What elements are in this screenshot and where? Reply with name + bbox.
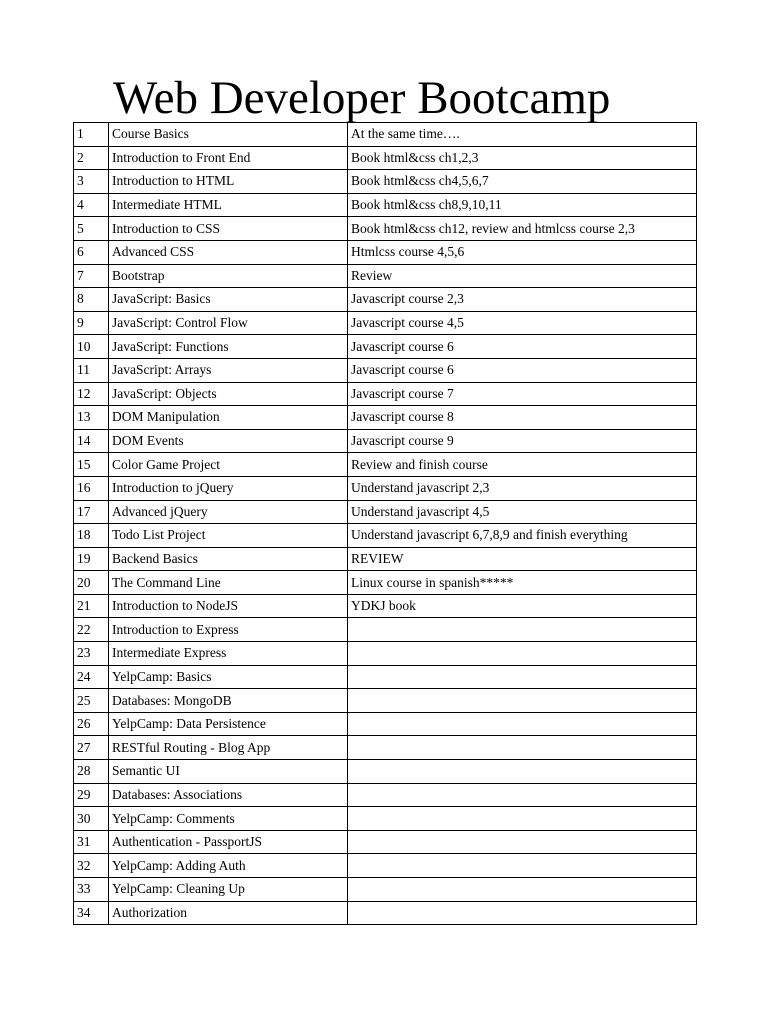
row-number-cell: 15 bbox=[74, 453, 109, 477]
row-number-cell: 21 bbox=[74, 594, 109, 618]
row-number-cell: 11 bbox=[74, 358, 109, 382]
table-row bbox=[74, 571, 697, 595]
topic-cell: Introduction to HTML bbox=[109, 170, 348, 194]
topic-cell: Intermediate Express bbox=[109, 642, 348, 666]
topic-cell: Advanced jQuery bbox=[109, 500, 348, 524]
row-number-cell: 31 bbox=[74, 830, 109, 854]
topic-cell: Backend Basics bbox=[109, 547, 348, 571]
topic-cell: Introduction to Front End bbox=[109, 146, 348, 170]
table-row bbox=[74, 217, 697, 241]
topic-cell: Advanced CSS bbox=[109, 240, 348, 264]
topic-cell: Introduction to CSS bbox=[109, 217, 348, 241]
table-row bbox=[74, 146, 697, 170]
table-row bbox=[74, 618, 697, 642]
note-cell bbox=[348, 618, 697, 642]
row-number-cell: 28 bbox=[74, 760, 109, 784]
note-cell: Javascript course 4,5 bbox=[348, 311, 697, 335]
row-number-cell: 8 bbox=[74, 288, 109, 312]
table-row bbox=[74, 288, 697, 312]
row-number-cell: 29 bbox=[74, 783, 109, 807]
table-row bbox=[74, 311, 697, 335]
topic-cell: Color Game Project bbox=[109, 453, 348, 477]
topic-cell: Semantic UI bbox=[109, 760, 348, 784]
topic-cell: Course Basics bbox=[109, 123, 348, 147]
row-number-cell: 25 bbox=[74, 689, 109, 713]
topic-cell: YelpCamp: Cleaning Up bbox=[109, 878, 348, 902]
note-cell: REVIEW bbox=[348, 547, 697, 571]
note-cell: Javascript course 7 bbox=[348, 382, 697, 406]
table-row bbox=[74, 854, 697, 878]
row-number-cell: 10 bbox=[74, 335, 109, 359]
note-cell bbox=[348, 878, 697, 902]
note-cell: Review bbox=[348, 264, 697, 288]
topic-cell: RESTful Routing - Blog App bbox=[109, 736, 348, 760]
row-number-cell: 26 bbox=[74, 712, 109, 736]
row-number-cell: 7 bbox=[74, 264, 109, 288]
topic-cell: Databases: MongoDB bbox=[109, 689, 348, 713]
note-cell bbox=[348, 712, 697, 736]
note-cell: Review and finish course bbox=[348, 453, 697, 477]
table-row bbox=[74, 783, 697, 807]
topic-cell: The Command Line bbox=[109, 571, 348, 595]
topic-cell: JavaScript: Objects bbox=[109, 382, 348, 406]
note-cell: Book html&css ch4,5,6,7 bbox=[348, 170, 697, 194]
topic-cell: DOM Events bbox=[109, 429, 348, 453]
note-cell bbox=[348, 665, 697, 689]
table-row bbox=[74, 901, 697, 925]
row-number-cell: 13 bbox=[74, 406, 109, 430]
row-number-cell: 6 bbox=[74, 240, 109, 264]
row-number-cell: 17 bbox=[74, 500, 109, 524]
row-number-cell: 4 bbox=[74, 193, 109, 217]
note-cell bbox=[348, 736, 697, 760]
table-row bbox=[74, 453, 697, 477]
row-number-cell: 30 bbox=[74, 807, 109, 831]
topic-cell: Introduction to jQuery bbox=[109, 476, 348, 500]
topic-cell: Intermediate HTML bbox=[109, 193, 348, 217]
note-cell: At the same time…. bbox=[348, 123, 697, 147]
table-row bbox=[74, 594, 697, 618]
note-cell: Book html&css ch12, review and htmlcss course 2,3 bbox=[348, 217, 697, 241]
note-cell: Htmlcss course 4,5,6 bbox=[348, 240, 697, 264]
table-row bbox=[74, 193, 697, 217]
topic-cell: DOM Manipulation bbox=[109, 406, 348, 430]
row-number-cell: 19 bbox=[74, 547, 109, 571]
note-cell: Understand javascript 6,7,8,9 and finish everything bbox=[348, 524, 697, 548]
note-cell: Book html&css ch1,2,3 bbox=[348, 146, 697, 170]
topic-cell: JavaScript: Functions bbox=[109, 335, 348, 359]
table-row bbox=[74, 547, 697, 571]
topic-cell: YelpCamp: Basics bbox=[109, 665, 348, 689]
note-cell bbox=[348, 783, 697, 807]
table-row bbox=[74, 170, 697, 194]
topic-cell: JavaScript: Basics bbox=[109, 288, 348, 312]
topic-cell: Todo List Project bbox=[109, 524, 348, 548]
row-number-cell: 32 bbox=[74, 854, 109, 878]
row-number-cell: 14 bbox=[74, 429, 109, 453]
note-cell bbox=[348, 760, 697, 784]
row-number-cell: 27 bbox=[74, 736, 109, 760]
table-row bbox=[74, 642, 697, 666]
table-row bbox=[74, 760, 697, 784]
course-schedule-table bbox=[73, 122, 697, 925]
row-number-cell: 18 bbox=[74, 524, 109, 548]
table-row bbox=[74, 123, 697, 147]
table-row bbox=[74, 689, 697, 713]
row-number-cell: 24 bbox=[74, 665, 109, 689]
note-cell bbox=[348, 807, 697, 831]
topic-cell: Introduction to NodeJS bbox=[109, 594, 348, 618]
note-cell bbox=[348, 830, 697, 854]
note-cell bbox=[348, 901, 697, 925]
row-number-cell: 23 bbox=[74, 642, 109, 666]
row-number-cell: 12 bbox=[74, 382, 109, 406]
topic-cell: YelpCamp: Data Persistence bbox=[109, 712, 348, 736]
course-schedule-body bbox=[74, 123, 697, 925]
table-row bbox=[74, 240, 697, 264]
table-row bbox=[74, 807, 697, 831]
table-row bbox=[74, 712, 697, 736]
topic-cell: Bootstrap bbox=[109, 264, 348, 288]
row-number-cell: 22 bbox=[74, 618, 109, 642]
topic-cell: Authentication - PassportJS bbox=[109, 830, 348, 854]
table-row bbox=[74, 830, 697, 854]
table-row bbox=[74, 358, 697, 382]
row-number-cell: 2 bbox=[74, 146, 109, 170]
note-cell: Javascript course 6 bbox=[348, 335, 697, 359]
table-row bbox=[74, 665, 697, 689]
row-number-cell: 9 bbox=[74, 311, 109, 335]
page-title: Web Developer Bootcamp bbox=[113, 72, 611, 124]
table-row bbox=[74, 335, 697, 359]
topic-cell: Databases: Associations bbox=[109, 783, 348, 807]
note-cell: Javascript course 9 bbox=[348, 429, 697, 453]
row-number-cell: 33 bbox=[74, 878, 109, 902]
note-cell bbox=[348, 854, 697, 878]
topic-cell: YelpCamp: Comments bbox=[109, 807, 348, 831]
row-number-cell: 1 bbox=[74, 123, 109, 147]
topic-cell: YelpCamp: Adding Auth bbox=[109, 854, 348, 878]
note-cell: Javascript course 8 bbox=[348, 406, 697, 430]
note-cell: YDKJ book bbox=[348, 594, 697, 618]
topic-cell: JavaScript: Control Flow bbox=[109, 311, 348, 335]
note-cell bbox=[348, 689, 697, 713]
note-cell: Javascript course 2,3 bbox=[348, 288, 697, 312]
topic-cell: Authorization bbox=[109, 901, 348, 925]
row-number-cell: 5 bbox=[74, 217, 109, 241]
row-number-cell: 20 bbox=[74, 571, 109, 595]
table-row bbox=[74, 878, 697, 902]
table-row bbox=[74, 500, 697, 524]
note-cell: Javascript course 6 bbox=[348, 358, 697, 382]
note-cell: Understand javascript 2,3 bbox=[348, 476, 697, 500]
row-number-cell: 34 bbox=[74, 901, 109, 925]
table-row bbox=[74, 524, 697, 548]
table-row bbox=[74, 429, 697, 453]
table-row bbox=[74, 736, 697, 760]
note-cell: Linux course in spanish***** bbox=[348, 571, 697, 595]
table-row bbox=[74, 382, 697, 406]
note-cell bbox=[348, 642, 697, 666]
table-row bbox=[74, 406, 697, 430]
note-cell: Understand javascript 4,5 bbox=[348, 500, 697, 524]
topic-cell: JavaScript: Arrays bbox=[109, 358, 348, 382]
table-row bbox=[74, 476, 697, 500]
topic-cell: Introduction to Express bbox=[109, 618, 348, 642]
row-number-cell: 3 bbox=[74, 170, 109, 194]
note-cell: Book html&css ch8,9,10,11 bbox=[348, 193, 697, 217]
table-row bbox=[74, 264, 697, 288]
row-number-cell: 16 bbox=[74, 476, 109, 500]
